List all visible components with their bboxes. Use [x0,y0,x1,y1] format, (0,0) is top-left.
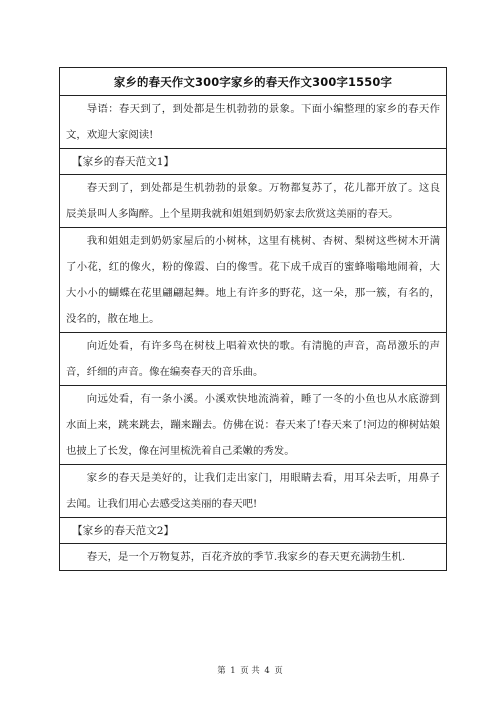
section-heading-1: 【家乡的春天范文1】 [60,149,446,175]
paragraph: 春天，是一个万物复苏，百花齐放的季节.我家乡的春天更充满勃生机. [60,544,446,571]
paragraph: 向近处看，有许多鸟在树枝上唱着欢快的歌。有清脆的声音，高昂激乐的声音，纤细的声音。像在编奏春天的音乐曲。 [60,333,446,386]
footer-suffix: 页 [274,665,283,675]
paragraph: 春天到了，到处都是生机勃勃的景象。万物都复苏了，花儿都开放了。这良辰美景叫人多陶醉。上个星期我就和姐姐到奶奶家去欣赏这美丽的春天。 [60,175,446,228]
intro-paragraph: 导语：春天到了，到处都是生机勃勃的景象。下面小编整理的家乡的春天作文，欢迎大家阅读! [60,96,446,149]
section-heading-2: 【家乡的春天范文2】 [60,518,446,544]
document-title: 家乡的春天作文300字家乡的春天作文300字1550字 [60,68,446,96]
paragraph: 家乡的春天是美好的，让我们走出家门，用眼睛去看，用耳朵去听，用鼻子去闻。让我们用心去感受这美丽的春天吧! [60,465,446,518]
paragraph: 向远处看，有一条小溪。小溪欢快地流淌着，睡了一冬的小鱼也从水底游到水面上来，跳来跳去，蹦来蹦去。仿佛在说：春天来了!春天来了!河边的柳树姑娘也披上了长发，像在河里梳洗着自己柔嫩的秀发。 [60,386,446,465]
page-footer [0,664,500,676]
footer-middle: 页 共 [240,665,260,675]
current-page-number: 1 [230,665,236,675]
document-table [59,67,447,571]
footer-prefix: 第 [217,665,226,675]
total-page-number: 4 [264,665,270,675]
paragraph: 我和姐姐走到奶奶家屋后的小树林，这里有桃树、杏树、梨树这些树木开满了小花，红的像火，粉的像霞、白的像雪。花下成千成百的蜜蜂嗡嗡地闹着，大大小小的蝴蝶在花里翩翩起舞。地上有许多的野花，这一朵，那一簇，有名的，没名的，散在地上。 [60,228,446,333]
